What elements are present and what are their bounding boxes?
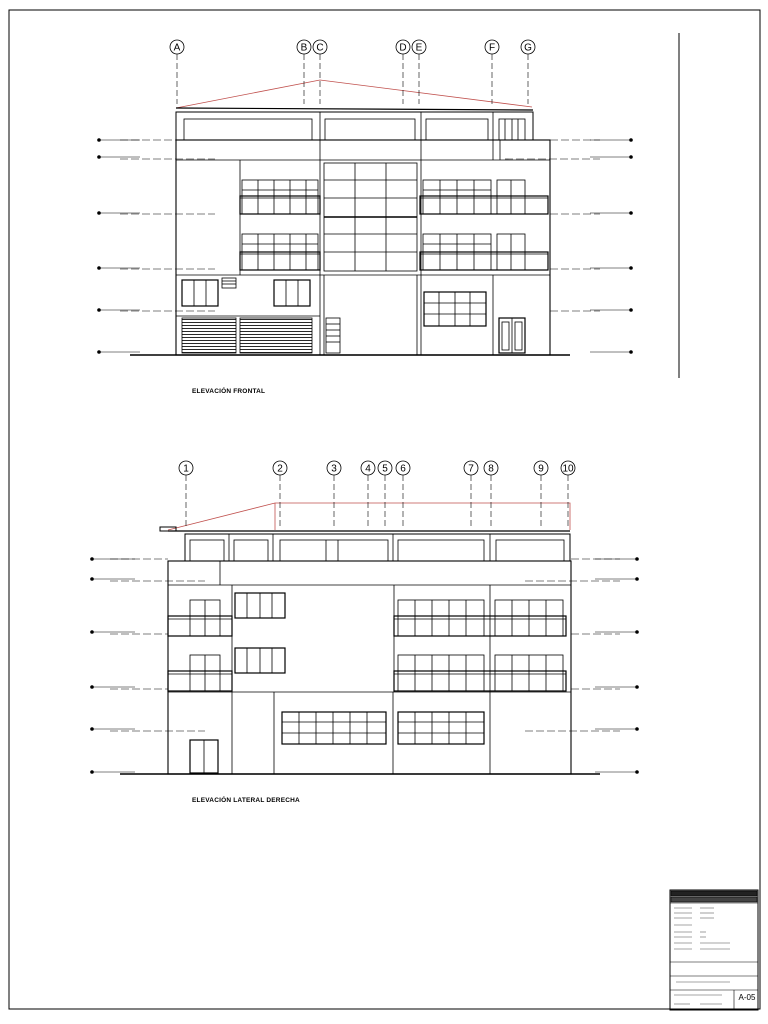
front-grid-label-E: E [415,42,423,54]
front-grid-label-B: B [300,42,308,54]
side-grid-label-2: 2 [277,463,283,475]
side-grid-label-6: 6 [400,463,406,475]
side-grid-label-3: 3 [331,463,337,475]
side-grid-label-10: 10 [562,463,574,475]
side-building-outline [168,561,571,774]
front-grid-label-F: F [488,42,496,54]
side-grid-label-4: 4 [365,463,371,475]
side-roof-outline [168,503,570,530]
front-elevation-title: ELEVACIÓN FRONTAL [192,388,266,395]
side-grid-label-8: 8 [488,463,494,475]
front-grid-label-C: C [316,42,324,54]
side-grid-label-5: 5 [382,463,388,475]
side-elevation-title: ELEVACIÓN LATERAL DERECHA [192,797,300,804]
front-elevation-drawing [97,80,633,355]
front-grid-label-G: G [524,42,532,54]
side-grid-bubbles [179,461,575,527]
side-grid-label-9: 9 [538,463,544,475]
side-grid-label-1: 1 [183,463,189,475]
title-block [670,890,758,1010]
front-grid-bubbles [170,40,535,104]
side-elevation-drawing [90,503,639,774]
sheet-number: A-05 [738,993,756,1002]
front-grid-label-D: D [399,42,407,54]
side-grid-label-7: 7 [468,463,474,475]
front-roof-outline [176,80,532,108]
front-grid-label-A: A [173,42,181,54]
